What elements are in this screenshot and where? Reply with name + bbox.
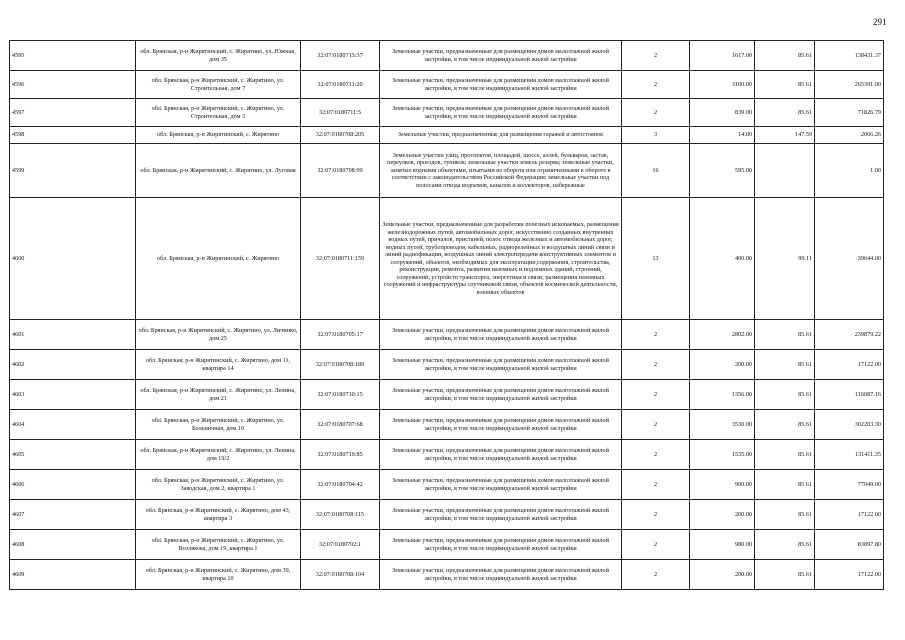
address-cell: обл. Брянская, р-н Жирятинский, с. Жирятино, дом 39, квартира 10 (136, 560, 301, 590)
table-row (10, 410, 884, 440)
purpose-code-cell: 2 (622, 440, 690, 470)
cadastral-value-cell: 239879.22 (815, 320, 884, 350)
address-cell: обл. Брянская, р-н Жирятинский, с. Жирятино, ул. Ленина, дом 21 (136, 380, 301, 410)
cadastral-value-cell: 17122.00 (815, 350, 884, 380)
address-cell: обл. Брянская, р-н Жирятинский, с. Жирятино, ул. Возлякова, дом 19, квартира 1 (136, 530, 301, 560)
cadastral-number-cell: 32:07:0180711:5 (301, 99, 380, 127)
area-cell: 200.00 (690, 350, 755, 380)
rate-cell: 147.59 (755, 127, 815, 144)
rate-cell: 99.11 (755, 198, 815, 320)
row-number: 4608 (10, 530, 136, 560)
cadastral-value-cell: 83897.80 (815, 530, 884, 560)
area-cell: 2802.00 (690, 320, 755, 350)
row-number: 4602 (10, 350, 136, 380)
address-cell: обл. Брянская, р-н Жирятинский, с. Жирятино, ул. Луговая (136, 144, 301, 198)
table-row (10, 440, 884, 470)
row-number: 4607 (10, 500, 136, 530)
purpose-code-cell: 2 (622, 500, 690, 530)
row-number: 4596 (10, 71, 136, 99)
land-purpose-cell: Земельные участки, предназначенные для размещения домов малоэтажной жилой застройки, в том числе индивидуальной жилой застройки (380, 530, 622, 560)
area-cell: 839.00 (690, 99, 755, 127)
land-registry-table (9, 40, 884, 590)
land-purpose-cell: Земельные участки, предназначенные для размещения домов малоэтажной жилой застройки, в том числе индивидуальной жилой застройки (380, 470, 622, 500)
row-number: 4595 (10, 41, 136, 71)
cadastral-value-cell: 265391.00 (815, 71, 884, 99)
cadastral-number-cell: 32:07:0180713:37 (301, 41, 380, 71)
purpose-code-cell: 2 (622, 41, 690, 71)
table-row (10, 320, 884, 350)
cadastral-number-cell: 32:07:0180708:205 (301, 127, 380, 144)
purpose-code-cell: 2 (622, 410, 690, 440)
rate-cell: 85.61 (755, 41, 815, 71)
area-cell: 595.00 (690, 144, 755, 198)
area-cell: 1356.00 (690, 380, 755, 410)
row-number: 4604 (10, 410, 136, 440)
rate-cell: 85.61 (755, 560, 815, 590)
table-row (10, 144, 884, 198)
rate-cell: 85.61 (755, 320, 815, 350)
land-purpose-cell: Земельные участки, предназначенные для размещения домов малоэтажной жилой застройки, в том числе индивидуальной жилой застройки (380, 560, 622, 590)
address-cell: обл. Брянская, р-н Жирятинский, с. Жирятино, ул. Заводская, дом 2, квартира 1 (136, 470, 301, 500)
cadastral-value-cell: 1.00 (815, 144, 884, 198)
purpose-code-cell: 13 (622, 198, 690, 320)
area-cell: 900.00 (690, 470, 755, 500)
address-cell: обл. Брянская, р-н Жирятинский, с. Жирятино (136, 127, 301, 144)
row-number: 4597 (10, 99, 136, 127)
table-row (10, 350, 884, 380)
rate-cell: 85.61 (755, 470, 815, 500)
cadastral-value-cell: 17122.00 (815, 560, 884, 590)
table-row (10, 380, 884, 410)
address-cell: обл. Брянская, р-н Жирятинский, с. Жирятино, ул. Южная, дом 35 (136, 41, 301, 71)
cadastral-value-cell: 116087.16 (815, 380, 884, 410)
page-number: 291 (873, 17, 887, 27)
land-purpose-cell: Земельные участки, предназначенные для размещения домов малоэтажной жилой застройки, в том числе индивидуальной жилой застройки (380, 350, 622, 380)
land-purpose-cell: Земельные участки, предназначенные для размещения домов малоэтажной жилой застройки, в том числе индивидуальной жилой застройки (380, 440, 622, 470)
land-purpose-cell: Земельные участки, предназначенные для размещения домов малоэтажной жилой застройки, в том числе индивидуальной жилой застройки (380, 380, 622, 410)
table-row (10, 198, 884, 320)
table-row (10, 41, 884, 71)
table-row (10, 470, 884, 500)
cadastral-value-cell: 2066.26 (815, 127, 884, 144)
cadastral-value-cell: 17122.00 (815, 500, 884, 530)
area-cell: 200.00 (690, 500, 755, 530)
cadastral-number-cell: 32:07:0180710:15 (301, 380, 380, 410)
land-purpose-cell: Земельные участки улиц, проспектов, площадей, шоссе, аллей, бульваров, застав, переулков, проездов, тупиков; земельные участки земель резерва; земельные участки, занятые водными объектами, изъятыми из оборота или ограниченными в обороте в соответствии с законодательством Российской Федерации; земельные участки под полосами отвода водоемов, каналов и коллекторов, набережные (380, 144, 622, 198)
cadastral-value-cell: 131411.35 (815, 440, 884, 470)
cadastral-number-cell: 32:07:0180708:189 (301, 350, 380, 380)
row-number: 4600 (10, 198, 136, 320)
land-purpose-cell: Земельные участки, предназначенные для размещения домов малоэтажной жилой застройки, в том числе индивидуальной жилой застройки (380, 99, 622, 127)
address-cell: обл. Брянская, р-н Жирятинский, с. Жирятино, ул. Личинко, дом 25 (136, 320, 301, 350)
row-number: 4598 (10, 127, 136, 144)
cadastral-value-cell: 302203.30 (815, 410, 884, 440)
land-purpose-cell: Земельные участки, предназначенные для размещения домов малоэтажной жилой застройки, в том числе индивидуальной жилой застройки (380, 71, 622, 99)
table-row (10, 127, 884, 144)
land-purpose-cell: Земельные участки, предназначенные для разработки полезных ископаемых, размещения железнодорожных путей, автомобильных дорог, искусственно созданных внутренних водных путей, причалов, пристаней, полос отвода железных и автомобильных дорог, водных путей, трубопроводов, кабельных, радиорелейных и воздушных линий связи и линий радиофикации, воздушных линий электропередачи конструктивных элементов и сооружений, объектов, необходимых для эксплуатации,содержания, строительства, реконструкции, ремонта, развития наземных и подземных зданий, строений, сооружений, устройств транспорта, энергетики и связи; размещения наземных сооружений и инфраструктуры спутниковой связи, объектов космической деятельности, военных объектов (380, 198, 622, 320)
area-cell: 200.00 (690, 560, 755, 590)
rate-cell (755, 144, 815, 198)
land-purpose-cell: Земельные участки, предназначенные для размещения домов малоэтажной жилой застройки, в том числе индивидуальной жилой застройки (380, 500, 622, 530)
row-number: 4601 (10, 320, 136, 350)
cadastral-value-cell: 71826.79 (815, 99, 884, 127)
address-cell: обл. Брянская, р-н Жирятинский, с. Жирятино, ул. Ленина, дом 19/2 (136, 440, 301, 470)
rate-cell: 85.61 (755, 440, 815, 470)
purpose-code-cell: 2 (622, 560, 690, 590)
cadastral-number-cell: 32:07:0180708:99 (301, 144, 380, 198)
area-cell: 980.00 (690, 530, 755, 560)
table-row (10, 71, 884, 99)
area-cell: 3530.00 (690, 410, 755, 440)
row-number: 4606 (10, 470, 136, 500)
land-purpose-cell: Земельные участки, предназначенные для размещения домов малоэтажной жилой застройки, в том числе индивидуальной жилой застройки (380, 41, 622, 71)
rate-cell: 85.61 (755, 71, 815, 99)
purpose-code-cell: 2 (622, 99, 690, 127)
rate-cell: 85.61 (755, 350, 815, 380)
purpose-code-cell: 16 (622, 144, 690, 198)
rate-cell: 85.61 (755, 410, 815, 440)
cadastral-number-cell: 32:07:0180710:85 (301, 440, 380, 470)
cadastral-value-cell: 138431.37 (815, 41, 884, 71)
purpose-code-cell: 2 (622, 350, 690, 380)
row-number: 4605 (10, 440, 136, 470)
row-number: 4609 (10, 560, 136, 590)
cadastral-number-cell: 32:07:0180702:1 (301, 530, 380, 560)
purpose-code-cell: 2 (622, 320, 690, 350)
row-number: 4603 (10, 380, 136, 410)
cadastral-number-cell: 32:07:0180708:104 (301, 560, 380, 590)
table-row (10, 530, 884, 560)
purpose-code-cell: 2 (622, 470, 690, 500)
purpose-code-cell: 2 (622, 71, 690, 99)
table-row (10, 500, 884, 530)
address-cell: обл. Брянская, р-н Жирятинский, с. Жирятино, дом 11, квартира 14 (136, 350, 301, 380)
area-cell: 14.00 (690, 127, 755, 144)
row-number: 4599 (10, 144, 136, 198)
address-cell: обл. Брянская, р-н Жирятинский, с. Жирятино, ул. Строительная, дом 5 (136, 99, 301, 127)
land-purpose-cell: Земельные участки, предназначенные для размещения гаражей и автостоянок (380, 127, 622, 144)
address-cell: обл. Брянская, р-н Жирятинский, с. Жирятино, ул. Строительная, дом 7 (136, 71, 301, 99)
rate-cell: 85.61 (755, 530, 815, 560)
cadastral-number-cell: 32:07:0180705:17 (301, 320, 380, 350)
cadastral-number-cell: 32:07:0180711:20 (301, 71, 380, 99)
rate-cell: 85.61 (755, 380, 815, 410)
area-cell: 3100.00 (690, 71, 755, 99)
land-purpose-cell: Земельные участки, предназначенные для размещения домов малоэтажной жилой застройки, в том числе индивидуальной жилой застройки (380, 320, 622, 350)
purpose-code-cell: 2 (622, 380, 690, 410)
area-cell: 1617.00 (690, 41, 755, 71)
purpose-code-cell: 3 (622, 127, 690, 144)
area-cell: 1535.00 (690, 440, 755, 470)
purpose-code-cell: 2 (622, 530, 690, 560)
area-cell: 400.00 (690, 198, 755, 320)
cadastral-value-cell: 77049.00 (815, 470, 884, 500)
land-purpose-cell: Земельные участки, предназначенные для размещения домов малоэтажной жилой застройки, в том числе индивидуальной жилой застройки (380, 410, 622, 440)
cadastral-number-cell: 32:07:0180711:159 (301, 198, 380, 320)
cadastral-number-cell: 32:07:0180707:68 (301, 410, 380, 440)
address-cell: обл. Брянская, р-н Жирятинский, с. Жирятино, дом 43, квартира 3 (136, 500, 301, 530)
rate-cell: 85.61 (755, 99, 815, 127)
table-row (10, 99, 884, 127)
address-cell: обл. Брянская, р-н Жирятинский, с. Жирятино, ул. Больничная, дом 10 (136, 410, 301, 440)
address-cell: обл. Брянская, р-н Жирятинский, с. Жирятино (136, 198, 301, 320)
cadastral-value-cell: 39644.00 (815, 198, 884, 320)
rate-cell: 85.61 (755, 500, 815, 530)
cadastral-number-cell: 32:07:0180704:42 (301, 470, 380, 500)
table-row (10, 560, 884, 590)
cadastral-number-cell: 32:07:0180708:115 (301, 500, 380, 530)
